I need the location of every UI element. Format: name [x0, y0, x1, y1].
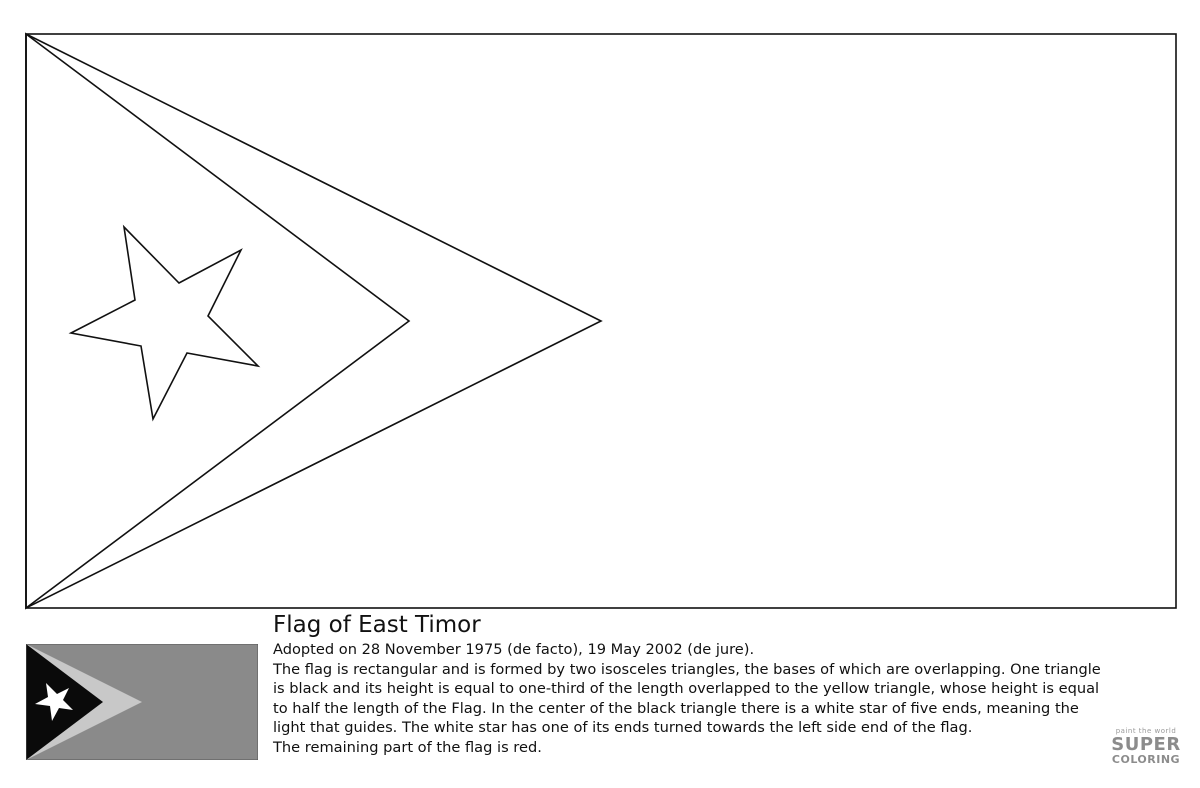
flag-caption [273, 610, 1153, 757]
mini-flag [26, 644, 258, 760]
caption-line: The flag is rectangular and is formed by two isosceles triangles, the bases of which are overlapping. One triangle [273, 660, 1101, 678]
caption-line: Adopted on 28 November 1975 (de facto), 19 May 2002 (de jure). [273, 641, 755, 658]
star-outline [71, 227, 258, 419]
caption-title: Flag of East Timor [273, 612, 481, 638]
outer-triangle-outline [26, 34, 601, 608]
caption-line: to half the length of the Flag. In the center of the black triangle there is a white star of five ends, meaning the [273, 699, 1079, 717]
inner-triangle-outline [26, 34, 409, 608]
super-coloring-watermark [1106, 727, 1186, 775]
watermark-tagline: paint the world [1115, 727, 1177, 735]
watermark-super: SUPER [1111, 734, 1181, 755]
caption-line: is black and its height is equal to one-third of the length overlapped to the yellow triangle, whose height is equal [273, 680, 1100, 697]
watermark-coloring: COLORING [1111, 753, 1181, 766]
caption-line: The remaining part of the flag is red. [273, 738, 542, 756]
caption-line: light that guides. The white star has one of its ends turned towards the left side end of the flag. [273, 719, 973, 736]
